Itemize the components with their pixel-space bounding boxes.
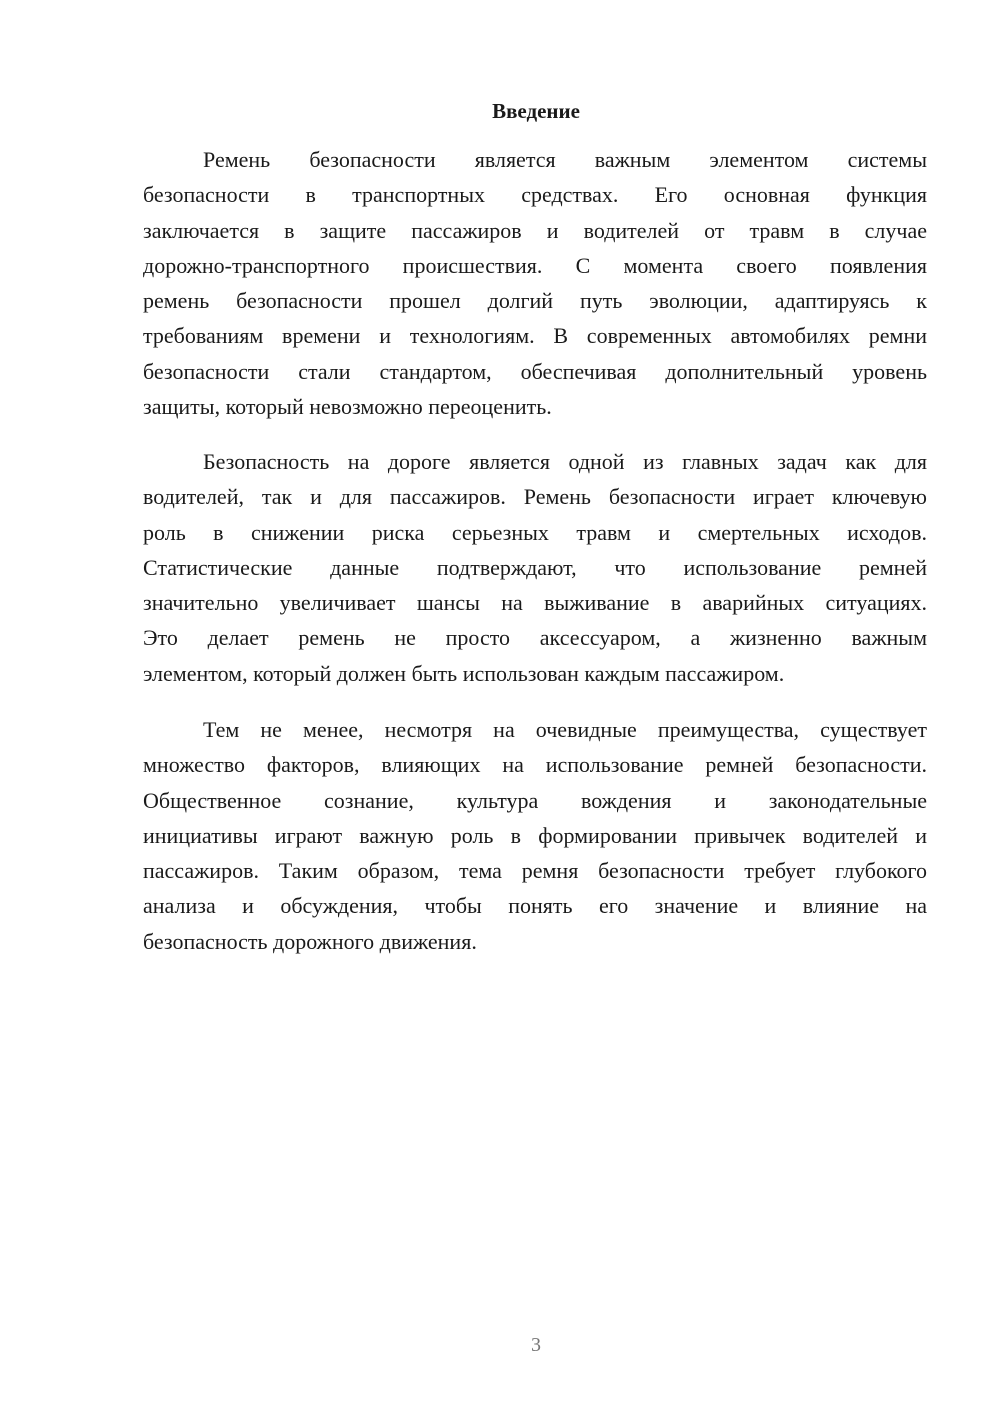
text-line: безопасность дорожного движения.: [143, 928, 477, 954]
text-line: Общественное сознание, культура вождения и законодательные: [143, 787, 927, 813]
text-line: пассажиров. Таким образом, тема ремня безопасности требует глубокого: [143, 858, 927, 884]
text-line: множество факторов, влияющих на использование ремней безопасности.: [143, 752, 927, 778]
text-line: защиты, который невозможно переоценить.: [143, 394, 552, 420]
text-line: анализа и обсуждения, чтобы понять его значение и влияние на: [143, 893, 927, 919]
text-line: безопасности стали стандартом, обеспечивая дополнительный уровень: [143, 358, 927, 384]
text-line: Это делает ремень не просто аксессуаром, а жизненно важным: [143, 625, 927, 651]
paragraph-3: [143, 712, 927, 959]
text-line: требованиям времени и технологиям. В современных автомобилях ремни: [143, 323, 927, 349]
text-line: Безопасность на дороге является одной из главных задач как для: [203, 449, 927, 474]
text-line: Тем не менее, несмотря на очевидные преимущества, существует: [203, 717, 927, 742]
text-line: Ремень безопасности является важным элементом системы: [203, 147, 927, 172]
page-number: 3: [531, 1334, 541, 1356]
paragraph-2: [143, 444, 927, 691]
text-line: дорожно-транспортного происшествия. С момента своего появления: [143, 252, 927, 278]
paragraph-1: [143, 142, 927, 424]
text-line: водителей, так и для пассажиров. Ремень безопасности играет ключевую: [143, 484, 927, 510]
text-line: ремень безопасности прошел долгий путь эволюции, адаптируясь к: [143, 288, 927, 314]
text-line: Статистические данные подтверждают, что использование ремней: [143, 554, 927, 580]
text-line: роль в снижении риска серьезных травм и смертельных исходов.: [143, 519, 927, 545]
section-heading: Введение: [492, 99, 580, 123]
text-line: инициативы играют важную роль в формировании привычек водителей и: [143, 822, 927, 848]
text-line: элементом, который должен быть использован каждым пассажиром.: [143, 660, 785, 686]
text-line: значительно увеличивает шансы на выживание в аварийных ситуациях.: [143, 590, 927, 616]
text-line: заключается в защите пассажиров и водителей от травм в случае: [143, 217, 927, 243]
text-line: безопасности в транспортных средствах. Его основная функция: [143, 182, 927, 208]
